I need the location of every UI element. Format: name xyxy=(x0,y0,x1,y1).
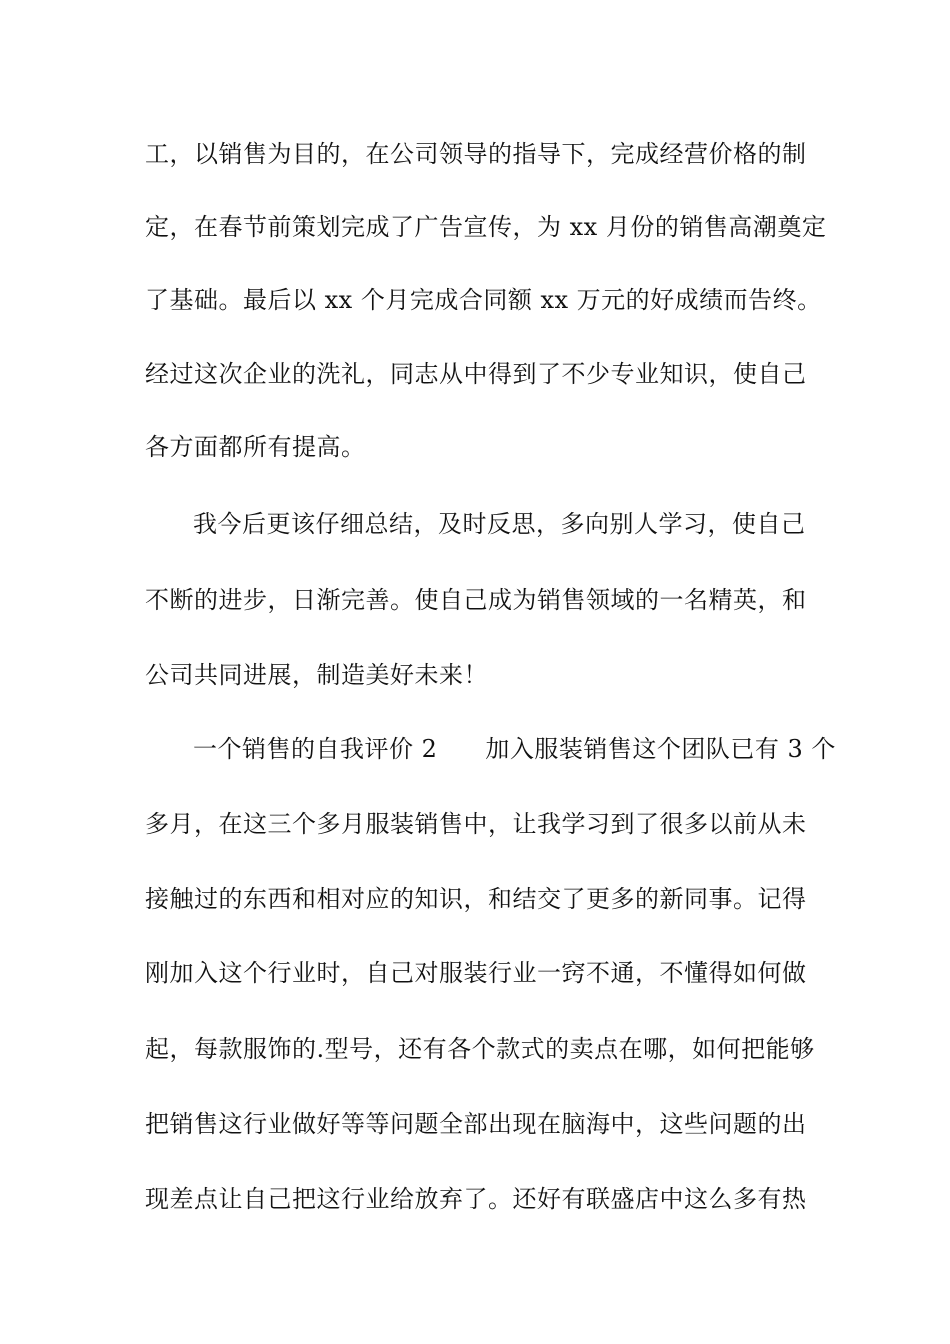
section-heading-line xyxy=(193,729,836,769)
text-line: 了基础。最后以 xx 个月完成合同额 xx 万元的好成绩而告终。 xyxy=(145,286,822,314)
text-line: 起，每款服饰的.型号，还有各个款式的卖点在哪，如何把能够 xyxy=(145,1035,815,1063)
text-line: 经过这次企业的洗礼，同志从中得到了不少专业知识，使自己 xyxy=(145,360,807,388)
text-line: 各方面都所有提高。 xyxy=(145,433,366,461)
text-line: 工，以销售为目的，在公司领导的指导下，完成经营价格的制 xyxy=(145,140,807,168)
text-line: 定，在春节前策划完成了广告宣传，为 xx 月份的销售高潮奠定 xyxy=(145,213,827,241)
text-line: 多月，在这三个多月服装销售中，让我学习到了很多以前从未 xyxy=(145,810,807,838)
text-line: 公司共同进展，制造美好未来！ xyxy=(145,661,488,689)
text-line: 我今后更该仔细总结，及时反思，多向别人学习，使自己 xyxy=(193,510,806,538)
text-line: 把销售这行业做好等等问题全部出现在脑海中，这些问题的出 xyxy=(145,1110,807,1138)
text-line: 不断的进步，日渐完善。使自己成为销售领域的一名精英，和 xyxy=(145,586,807,614)
section-first-text: 加入服装销售这个团队已有 3 个 xyxy=(485,735,836,763)
text-line: 刚加入这个行业时，自己对服装行业一窍不通，不懂得如何做 xyxy=(145,959,807,987)
text-line: 现差点让自己把这行业给放弃了。还好有联盛店中这么多有热 xyxy=(145,1185,807,1213)
section-heading: 一个销售的自我评价 2 xyxy=(193,735,438,763)
text-line: 接触过的东西和相对应的知识，和结交了更多的新同事。记得 xyxy=(145,885,807,913)
